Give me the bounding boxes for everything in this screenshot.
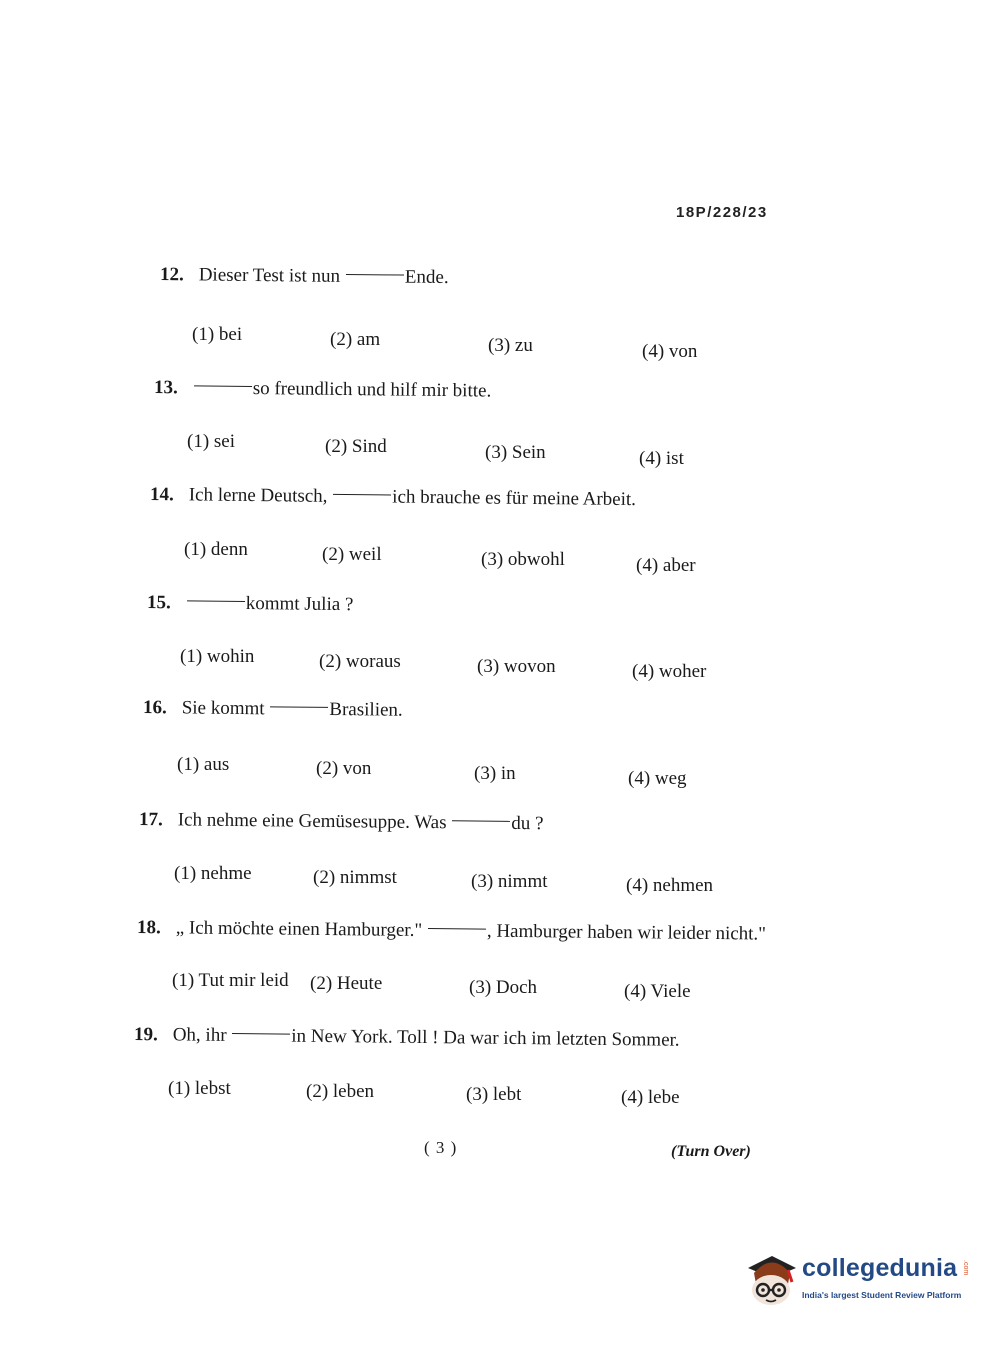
option-18-1: (1) Tut mir leid [172,970,289,991]
question-text-before: Dieser Test ist nun [198,264,341,287]
question-number: 13. [153,377,178,399]
page-code: 18P/228/23 [676,204,768,221]
question-text-after: ich brauche es für meine Arbeit. [392,486,637,511]
question-18 [137,917,766,946]
question-number: 12. [159,264,184,286]
option-15-4: (4) woher [632,661,707,682]
question-text-after: so freundlich und hilf mir bitte. [252,378,492,402]
question-number: 14. [149,484,174,506]
mascot-icon [742,1248,800,1310]
question-text-after: Ende. [404,266,449,289]
option-18-4: (4) Viele [624,981,691,1002]
logo-tagline: India's largest Student Review Platform [802,1290,962,1300]
answer-blank [452,820,510,822]
option-14-1: (1) denn [184,539,248,560]
option-15-3: (3) wovon [477,656,556,677]
option-12-1: (1) bei [192,324,243,345]
option-17-1: (1) nehme [174,863,252,884]
logo-suffix: .com [962,1260,969,1276]
option-12-3: (3) zu [488,335,533,356]
option-14-2: (2) weil [322,544,382,565]
collegedunia-logo [742,1248,982,1318]
question-text-after: du ? [511,812,544,835]
answer-blank [232,1033,290,1035]
option-14-4: (4) aber [636,555,696,576]
option-19-2: (2) leben [306,1081,375,1102]
answer-blank [346,274,404,276]
question-text-after: kommt Julia ? [245,593,354,616]
answer-blank [194,386,252,388]
option-13-1: (1) sei [187,431,236,452]
page-number: ( 3 ) [424,1138,458,1157]
logo-wordmark: collegedunia [802,1254,958,1282]
option-16-3: (3) in [474,763,516,784]
option-18-3: (3) Doch [469,977,538,998]
answer-blank [428,928,486,930]
question-text-before: Ich lerne Deutsch, [188,484,328,507]
option-13-4: (4) ist [639,448,684,469]
question-text-before: „ Ich möchte einen Hamburger." [175,917,423,941]
option-13-3: (3) Sein [485,442,546,463]
question-number: 15. [146,592,171,614]
answer-blank [333,494,391,496]
option-19-4: (4) lebe [621,1087,680,1108]
question-12 [160,264,449,289]
option-18-2: (2) Heute [310,973,383,994]
option-15-1: (1) wohin [180,646,255,667]
question-19 [134,1024,680,1052]
question-16 [143,697,403,722]
option-16-2: (2) von [316,758,372,779]
question-15 [147,592,354,616]
question-text-after: Brasilien. [329,698,403,721]
option-19-1: (1) lebst [168,1078,231,1099]
question-number: 17. [138,809,163,831]
option-14-3: (3) obwohl [481,549,565,570]
question-14 [150,484,636,511]
option-16-4: (4) weg [628,768,687,789]
question-text-after: in New York. Toll ! Da war ich im letzten Sommer. [291,1025,680,1051]
option-12-2: (2) am [330,329,381,350]
option-15-2: (2) woraus [319,651,401,672]
turn-over-note: (Turn Over) [671,1143,751,1160]
option-17-3: (3) nimmt [471,871,548,892]
option-19-3: (3) lebt [466,1084,522,1105]
answer-blank [270,706,328,708]
option-13-2: (2) Sind [325,436,387,457]
question-17 [139,809,544,835]
question-number: 19. [133,1024,158,1046]
option-17-4: (4) nehmen [626,875,714,896]
question-text-before: Oh, ihr [172,1024,227,1046]
question-number: 16. [142,697,167,719]
answer-blank [187,601,245,603]
question-13 [154,377,491,403]
question-number: 18. [136,917,161,939]
question-text-before: Ich nehme eine Gemüsesuppe. Was [177,809,447,834]
question-text-after: , Hamburger haben wir leider nicht." [486,920,767,945]
option-12-4: (4) von [642,341,698,362]
option-16-1: (1) aus [177,754,230,775]
question-text-before: Sie kommt [181,697,265,720]
option-17-2: (2) nimmst [313,867,397,888]
